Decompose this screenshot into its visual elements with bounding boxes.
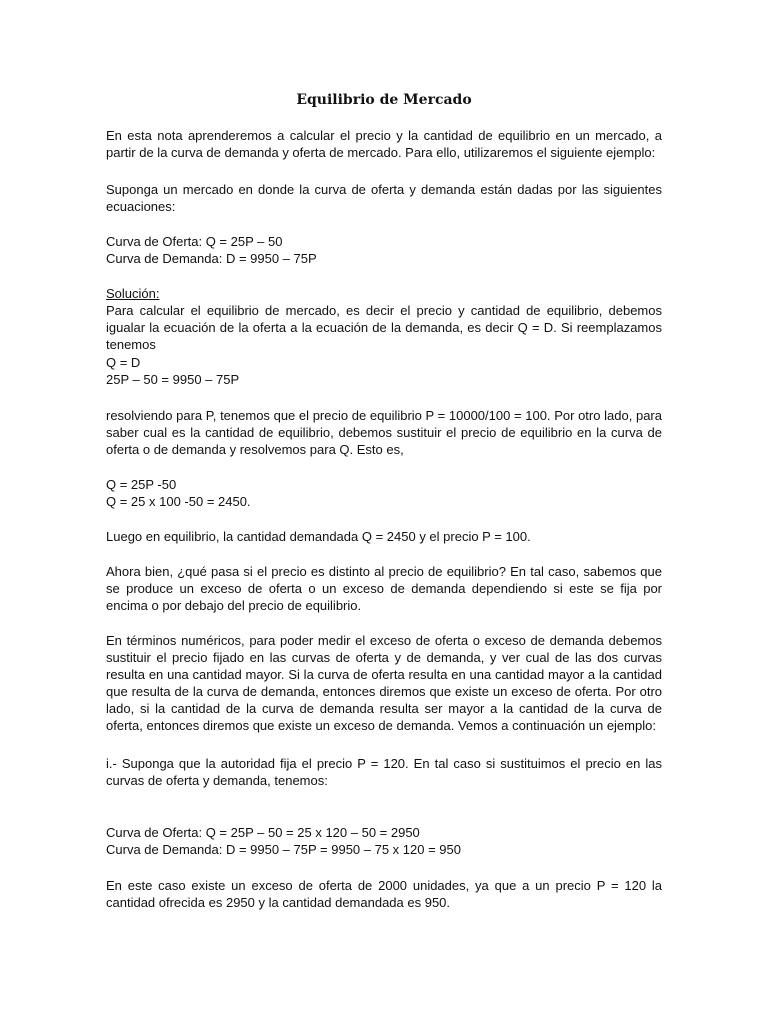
conclusion-paragraph: En este caso existe un exceso de oferta de 2000 unidades, ya que a un precio P = 120 la cantidad ofrecida es 2950 y la cantidad demandada es 950. — [106, 878, 662, 910]
setup-paragraph: Suponga un mercado en donde la curva de oferta y demanda están dadas por las siguientes ecuaciones: — [106, 182, 662, 214]
quantity-block — [106, 476, 662, 510]
equilibrium-paragraph: Luego en equilibrio, la cantidad demandada Q = 2450 y el precio P = 100. — [106, 529, 531, 544]
equality-block — [106, 354, 662, 388]
supply-equation: Curva de Oferta: Q = 25P – 50 — [106, 234, 283, 249]
example-supply-equation: Curva de Oferta: Q = 25P – 50 = 25 x 120 – 50 = 2950 — [106, 825, 420, 840]
equality-equation-1: Q = D — [106, 355, 141, 370]
document-title: Equilibrio de Mercado — [296, 92, 472, 108]
solve-paragraph: resolviendo para P, tenemos que el precio de equilibrio P = 10000/100 = 100. Por otro lado, para saber cual es la cantidad de equilibrio, debemos sustituir el precio de equilibrio en la curva de oferta o de demanda y resolvemos para Q. Esto es, — [106, 408, 662, 457]
solution-heading: Solución: — [106, 286, 160, 301]
intro-paragraph: En esta nota aprenderemos a calcular el precio y la cantidad de equilibrio en un mercado, a partir de la curva de demanda y oferta de mercado. Para ello, utilizaremos el siguiente ejemplo: — [106, 128, 662, 160]
quantity-equation-1: Q = 25P -50 — [106, 477, 177, 492]
numeric-paragraph: En términos numéricos, para poder medir el exceso de oferta o exceso de demanda debemos sustituir el precio fijado en las curvas de oferta y de demanda, y ver cual de las dos curvas resulta en una cantidad mayor. Si la curva de oferta resulta en una cantidad mayor a la cantidad que resulta de la curva de demanda, entonces diremos que existe un exceso de oferta. Por otro lado, si la cantidad de la curva de demanda resulta ser mayor a la cantidad de la curva de oferta, entonces diremos que existe un exceso de demanda. Vemos a continuación un ejemplo: — [106, 633, 662, 733]
example-demand-equation: Curva de Demanda: D = 9950 – 75P = 9950 – 75 x 120 = 950 — [106, 842, 461, 857]
equations-block — [106, 233, 662, 267]
equality-equation-2: 25P – 50 = 9950 – 75P — [106, 372, 240, 387]
solution-block — [106, 285, 662, 353]
solution-text: Para calcular el equilibrio de mercado, es decir el precio y cantidad de equilibrio, debemos igualar la ecuación de la oferta a la ecuación de la demanda, es decir Q = D. Si reemplazamos tenemos — [106, 303, 662, 352]
example-paragraph: i.- Suponga que la autoridad fija el precio P = 120. En tal caso si sustituimos el precio en las curvas de oferta y demanda, tenemos: — [106, 756, 662, 788]
demand-equation: Curva de Demanda: D = 9950 – 75P — [106, 251, 317, 266]
quantity-equation-2: Q = 25 x 100 -50 = 2450. — [106, 494, 251, 509]
example-equations-block — [106, 824, 662, 858]
question-paragraph: Ahora bien, ¿qué pasa si el precio es distinto al precio de equilibrio? En tal caso, sabemos que se produce un exceso de oferta o un exceso de demanda dependiendo si este se fija por encima o por debajo del precio de equilibrio. — [106, 564, 662, 613]
